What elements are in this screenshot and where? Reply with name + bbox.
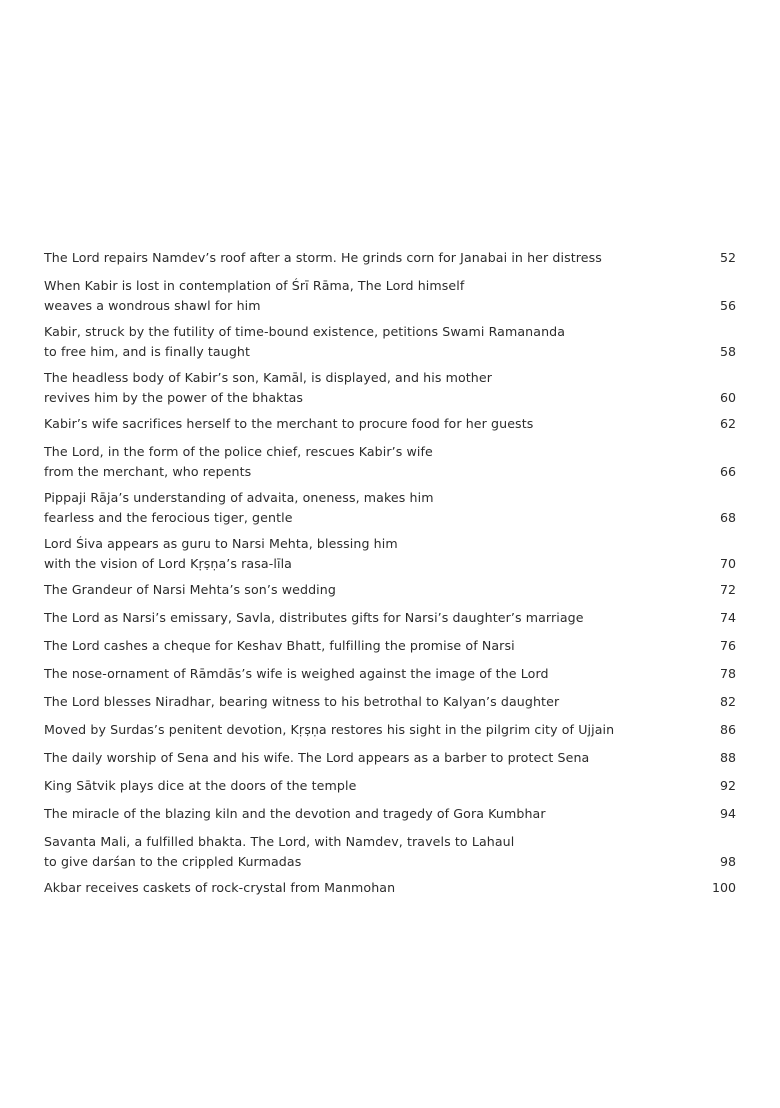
toc-entry-title: [44, 748, 684, 768]
toc-entry-page: 52: [719, 250, 736, 265]
toc-entry-page: 74: [719, 610, 736, 625]
toc-entry-title: [44, 608, 684, 628]
toc-entry-title: [44, 322, 684, 362]
table-of-contents: [44, 248, 736, 906]
toc-entry: [44, 276, 736, 316]
toc-entry-page: 70: [719, 556, 736, 571]
toc-entry: [44, 804, 736, 824]
toc-entry-title: [44, 692, 684, 712]
toc-entry-line: Pippaji Rāja’s understanding of advaita, oneness, makes him: [44, 490, 434, 505]
toc-entry-page: 76: [719, 638, 736, 653]
toc-entry: [44, 534, 736, 574]
toc-entry: [44, 748, 736, 768]
toc-entry-line: Akbar receives caskets of rock-crystal from Manmohan: [44, 880, 396, 895]
toc-entry-page: 92: [719, 778, 736, 793]
toc-entry-page: 66: [719, 464, 736, 479]
toc-entry-line: Kabir’s wife sacrifices herself to the merchant to procure food for her guests: [44, 416, 534, 431]
toc-entry: [44, 692, 736, 712]
toc-entry-page: 60: [719, 390, 736, 405]
toc-entry-page: 100: [711, 880, 736, 895]
toc-entry: [44, 878, 736, 898]
toc-entry-line: revives him by the power of the bhaktas: [44, 390, 304, 405]
toc-entry-title: [44, 534, 684, 574]
toc-entry-title: [44, 636, 684, 656]
toc-entry-title: [44, 488, 684, 528]
toc-entry-title: [44, 878, 684, 898]
toc-entry: [44, 580, 736, 600]
toc-entry-page: 72: [719, 582, 736, 597]
toc-entry-line: The daily worship of Sena and his wife. The Lord appears as a barber to protect Sena: [44, 750, 590, 765]
toc-entry-title: [44, 276, 684, 316]
toc-entry-page: 68: [719, 510, 736, 525]
toc-entry-page: 58: [719, 344, 736, 359]
toc-entry-title: [44, 832, 684, 872]
toc-entry-line: weaves a wondrous shawl for him: [44, 298, 261, 313]
toc-entry: [44, 322, 736, 362]
toc-entry-line: The Lord repairs Namdev’s roof after a storm. He grinds corn for Janabai in her distress: [44, 250, 602, 265]
toc-entry-line: Lord Śiva appears as guru to Narsi Mehta, blessing him: [44, 536, 398, 551]
toc-entry-page: 86: [719, 722, 736, 737]
toc-entry-line: The Lord as Narsi’s emissary, Savla, distributes gifts for Narsi’s daughter’s marriage: [44, 610, 584, 625]
toc-entry-line: to free him, and is finally taught: [44, 344, 251, 359]
toc-entry-line: King Sātvik plays dice at the doors of the temple: [44, 778, 357, 793]
toc-entry-title: [44, 368, 684, 408]
toc-entry-line: The headless body of Kabir’s son, Kamāl, is displayed, and his mother: [44, 370, 493, 385]
toc-entry-title: [44, 664, 684, 684]
toc-entry-line: Savanta Mali, a fulfilled bhakta. The Lord, with Namdev, travels to Lahaul: [44, 834, 515, 849]
toc-entry-line: from the merchant, who repents: [44, 464, 252, 479]
toc-entry: [44, 442, 736, 482]
toc-entry-line: The nose-ornament of Rāmdās’s wife is weighed against the image of the Lord: [44, 666, 549, 681]
toc-entry-page: 94: [719, 806, 736, 821]
toc-entry-line: When Kabir is lost in contemplation of Śrī Rāma, The Lord himself: [44, 278, 465, 293]
toc-entry: [44, 664, 736, 684]
toc-entry-page: 62: [719, 416, 736, 431]
toc-entry: [44, 488, 736, 528]
toc-entry-title: [44, 442, 684, 482]
toc-entry-title: [44, 580, 684, 600]
toc-entry-line: Moved by Surdas’s penitent devotion, Kṛṣṇa restores his sight in the pilgrim city of Ujjain: [44, 722, 615, 737]
toc-entry-line: The miracle of the blazing kiln and the devotion and tragedy of Gora Kumbhar: [44, 806, 546, 821]
toc-entry-line: The Lord, in the form of the police chief, rescues Kabir’s wife: [44, 444, 433, 459]
toc-entry-page: 88: [719, 750, 736, 765]
toc-entry-title: [44, 414, 684, 434]
toc-entry-line: fearless and the ferocious tiger, gentle: [44, 510, 293, 525]
toc-entry-title: [44, 776, 684, 796]
toc-entry-title: [44, 720, 684, 740]
toc-entry: [44, 636, 736, 656]
toc-entry-page: 98: [719, 854, 736, 869]
toc-entry-title: [44, 804, 684, 824]
toc-entry: [44, 720, 736, 740]
toc-entry: [44, 248, 736, 268]
toc-entry: [44, 368, 736, 408]
toc-entry: [44, 414, 736, 434]
toc-entry-line: Kabir, struck by the futility of time-bound existence, petitions Swami Ramananda: [44, 324, 566, 339]
toc-entry-line: to give darśan to the crippled Kurmadas: [44, 854, 302, 869]
toc-entry: [44, 832, 736, 872]
toc-entry-page: 56: [719, 298, 736, 313]
toc-entry-line: The Lord cashes a cheque for Keshav Bhatt, fulfilling the promise of Narsi: [44, 638, 515, 653]
toc-entry-line: The Grandeur of Narsi Mehta’s son’s wedding: [44, 582, 336, 597]
toc-entry-page: 78: [719, 666, 736, 681]
toc-entry: [44, 608, 736, 628]
toc-entry-line: with the vision of Lord Kṛṣṇa’s rasa-līla: [44, 556, 292, 571]
toc-entry-line: The Lord blesses Niradhar, bearing witness to his betrothal to Kalyan’s daughter: [44, 694, 560, 709]
toc-entry-title: [44, 248, 684, 268]
toc-entry: [44, 776, 736, 796]
toc-entry-page: 82: [719, 694, 736, 709]
